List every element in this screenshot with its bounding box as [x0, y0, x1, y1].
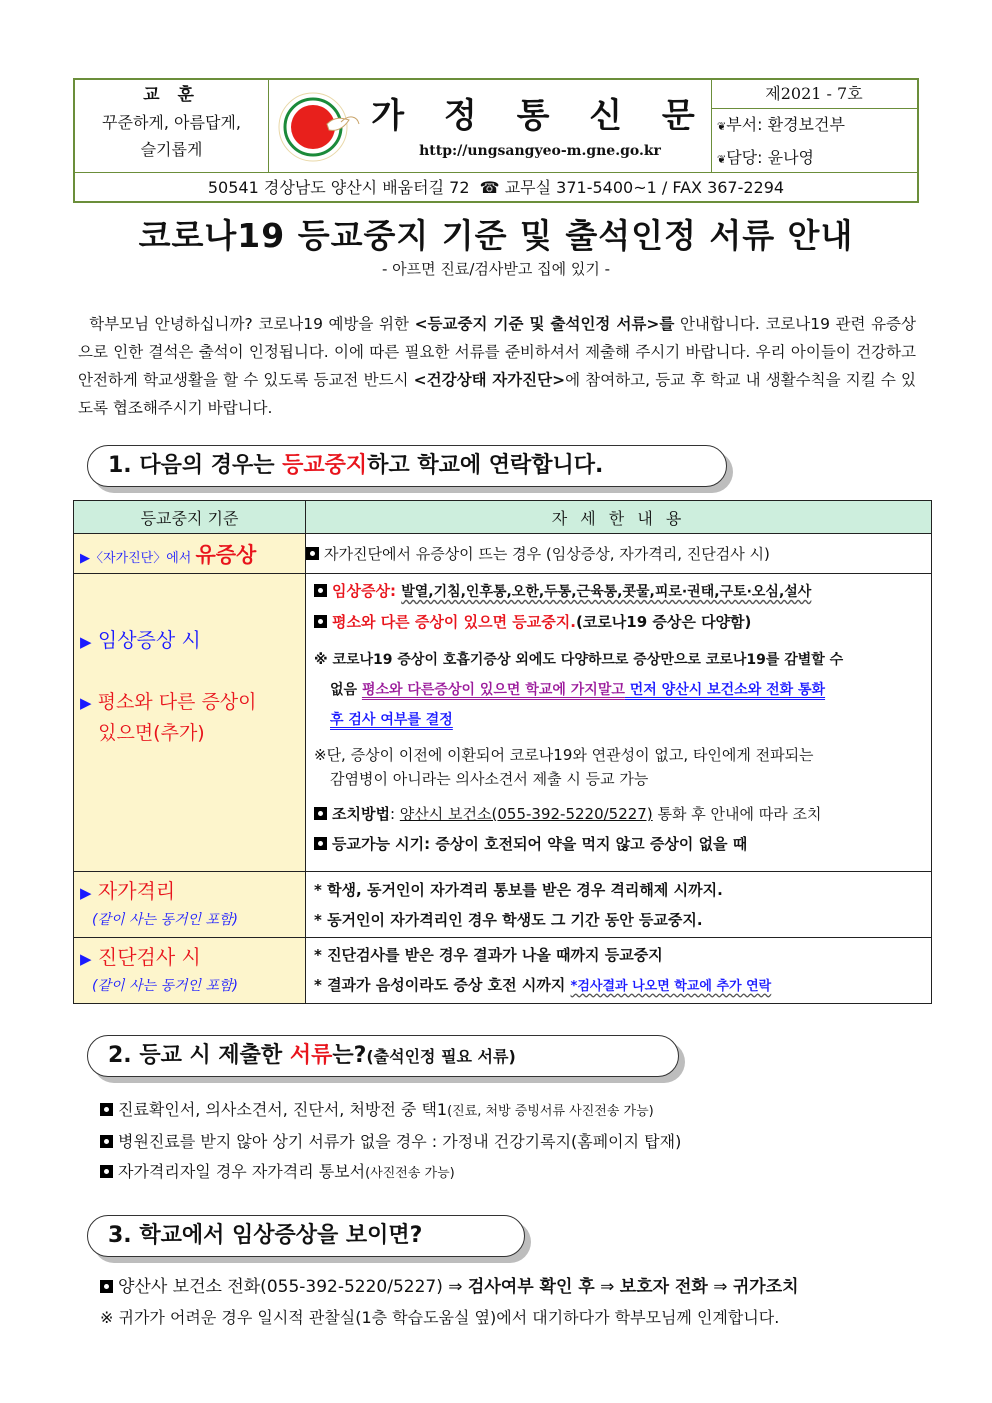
motto-title: 교 훈	[143, 85, 200, 105]
school-address: 50541 경상남도 양산시 배움터길 72	[207, 178, 470, 197]
school-emblem-icon	[269, 80, 369, 172]
school-address-bar	[75, 172, 917, 202]
motto-line-2: 슬기롭게	[140, 140, 203, 159]
motto-line-1: 꾸준하게, 아름답게,	[102, 113, 241, 132]
leaf-bullet-icon: ❦	[717, 153, 727, 166]
newsletter-header	[73, 78, 919, 203]
criteria-diagnostic-test: ▶ 진단검사 시 (같이 사는 동거인 포함)	[74, 938, 306, 1004]
stop-criteria-table	[73, 500, 932, 1004]
list-item: 진료확인서, 의사소견서, 진단서, 처방전 중 택1(진료, 처방 증빙서류 사진전송 가능)	[100, 1095, 681, 1127]
table-row	[74, 574, 932, 872]
symptom-list: 발열,기침,인후통,오한,두통,근육통,콧물,피로·권태,구토·오심,설사	[401, 584, 812, 600]
list-item: 병원진료를 받지 않아 상기 서류가 없을 경우 : 가정내 건강기록지(홈페이지 탑재)	[100, 1127, 681, 1157]
document-title: 코로나19 등교중지 기준 및 출석인정 서류 안내	[138, 216, 854, 255]
contact-person-row: ❦담당: 윤나영	[717, 148, 814, 167]
intro-bold-1: <등교중지 기준 및 출석인정 서류>를	[414, 315, 675, 333]
department-name: 환경보건부	[767, 115, 845, 134]
highlight-documents: 서류	[289, 1043, 333, 1068]
phone-icon: ☎	[479, 178, 500, 197]
contact-person-name: 윤나영	[767, 148, 814, 167]
newsletter-title: 가 정 통 신 문	[371, 96, 709, 136]
square-bullet-icon	[100, 1135, 113, 1148]
detail-self-check: 자가진단에서 유증상이 뜨는 경우 (임상증상, 자가격리, 진단검사 시)	[306, 534, 932, 574]
detail-diagnostic-test: * 진단검사를 받은 경우 결과가 나올 때까지 등교중지 * 결과가 음성이라도 증상 호전 시까지 *검사결과 나오면 학교에 추가 연락	[306, 938, 932, 1004]
intro-paragraph: 학부모님 안녕하십니까? 코로나19 예방을 위한 <등교중지 기준 및 출석인정 서류>를 안내합니다. 코로나19 관련 유증상으로 인한 결석은 출석이 인정됩니다. 이에 따른 필요한 서류를 준비하셔서 제출해 주시기 바랍니다. 우리 아이들이 건강하고 안전하게 학교생활을 할 수 있도록 등교전 반드시 <건강상태 자가진단>에 참여하고, 등교 후 학교 내 생활수칙을 지킬 수 있도록 협조해주시기 바랍니다.	[78, 315, 917, 417]
school-motto	[75, 80, 269, 172]
triangle-bullet-icon: ▶	[80, 883, 92, 902]
section-1-heading: 1. 다음의 경우는 등교중지하고 학교에 연락합니다.	[87, 445, 727, 487]
triangle-bullet-icon: ▶	[80, 949, 92, 968]
school-website[interactable]: http://ungsangyeo-m.gne.go.kr	[419, 143, 661, 159]
department-row: ❦부서: 환경보건부	[717, 115, 845, 134]
procedure-flow: 양산사 보건소 전화(055-392-5220/5227) ⇒ 검사여부 확인 후 ⇒ 보호자 전화 ⇒ 귀가조치	[100, 1272, 799, 1302]
document-subtitle: - 아프면 진료/검사받고 집에 있기 -	[381, 260, 611, 278]
issue-number: 제2021 - 7호	[711, 80, 917, 109]
issue-info	[711, 80, 917, 172]
criteria-clinical-symptoms: ▶ 임상증상 시 ▶ 평소와 다른 증상이 있으면(추가)	[74, 574, 306, 872]
criteria-self-quarantine: ▶ 자가격리 (같이 사는 동거인 포함)	[74, 872, 306, 938]
square-bullet-icon	[306, 547, 319, 560]
detail-self-quarantine: * 학생, 동거인이 자가격리 통보를 받은 경우 격리해제 시까지. * 동거인이 자가격리인 경우 학생도 그 기간 동안 등교중지.	[306, 872, 932, 938]
school-symptom-procedure	[100, 1272, 799, 1302]
table-row	[74, 872, 932, 938]
intro-bold-2: <건강상태 자가진단>	[413, 371, 566, 389]
section-2-heading: 2. 등교 시 제출한 서류는?(출석인정 필요 서류)	[87, 1035, 679, 1077]
health-center-phone[interactable]: 양산시 보건소(055-392-5220/5227)	[399, 805, 653, 823]
square-bullet-icon	[100, 1280, 113, 1293]
table-row	[74, 938, 932, 1004]
newsletter-title-block	[369, 80, 712, 172]
detail-clinical-symptoms: 임상증상: 발열,기침,인후통,오한,두통,근육통,콧물,피로·권태,구토·오심,설사 평소와 다른 증상이 있으면 등교중지.(코로나19 증상은 다양함) ※ 코로나19 증상이 호흡기증상 외에도 다양하므로 증상만으로 코로나19를 감별할 수 없음 평소와 다른증상이 있으면 학교에 가지말고 먼저 양산시 보건소와 전화 통화 후 검사 여부를 결정 ※단, 증상이 이전에 이환되어 코로나19와 연관성이 없고, 타인에게 전파되는 감염병이 아니라는 의사소견서 제출 시 등교 가능 조치방법: 양산시 보건소(055-392-5220/5227) 통화 후 안내에 따라 조치 등교가능 시기: 증상이 호전되어 약을 먹지 않고 증상이 없을 때	[306, 574, 932, 872]
table-header-row	[74, 501, 932, 534]
school-phone: 교무실 371-5400~1 / FAX 367-2294	[504, 178, 785, 197]
required-documents-list	[100, 1095, 681, 1189]
square-bullet-icon	[100, 1103, 113, 1116]
triangle-bullet-icon: ▶	[80, 633, 92, 651]
square-bullet-icon	[314, 615, 327, 628]
square-bullet-icon	[314, 837, 327, 850]
list-item: 자가격리자일 경우 자가격리 통보서(사진전송 가능)	[100, 1157, 681, 1189]
square-bullet-icon	[314, 807, 327, 820]
highlight-stop-school: 등교중지	[282, 453, 368, 478]
section-3-heading: 3. 학교에서 임상증상을 보이면?	[87, 1215, 525, 1257]
procedure-note: ※ 귀가가 어려운 경우 일시적 관찰실(1층 학습도움실 옆)에서 대기하다가 학부모님께 인계합니다.	[100, 1308, 780, 1327]
school-logo	[269, 80, 369, 172]
triangle-bullet-icon: ▶	[80, 694, 92, 712]
square-bullet-icon	[314, 584, 327, 597]
leaf-bullet-icon: ❦	[717, 120, 727, 133]
square-bullet-icon	[100, 1165, 113, 1178]
column-header-criteria: 등교중지 기준	[74, 501, 306, 534]
table-row	[74, 534, 932, 574]
criteria-self-check: ▶〈자가진단〉에서 유증상	[74, 534, 306, 574]
column-header-details: 자 세 한 내 용	[306, 501, 932, 534]
